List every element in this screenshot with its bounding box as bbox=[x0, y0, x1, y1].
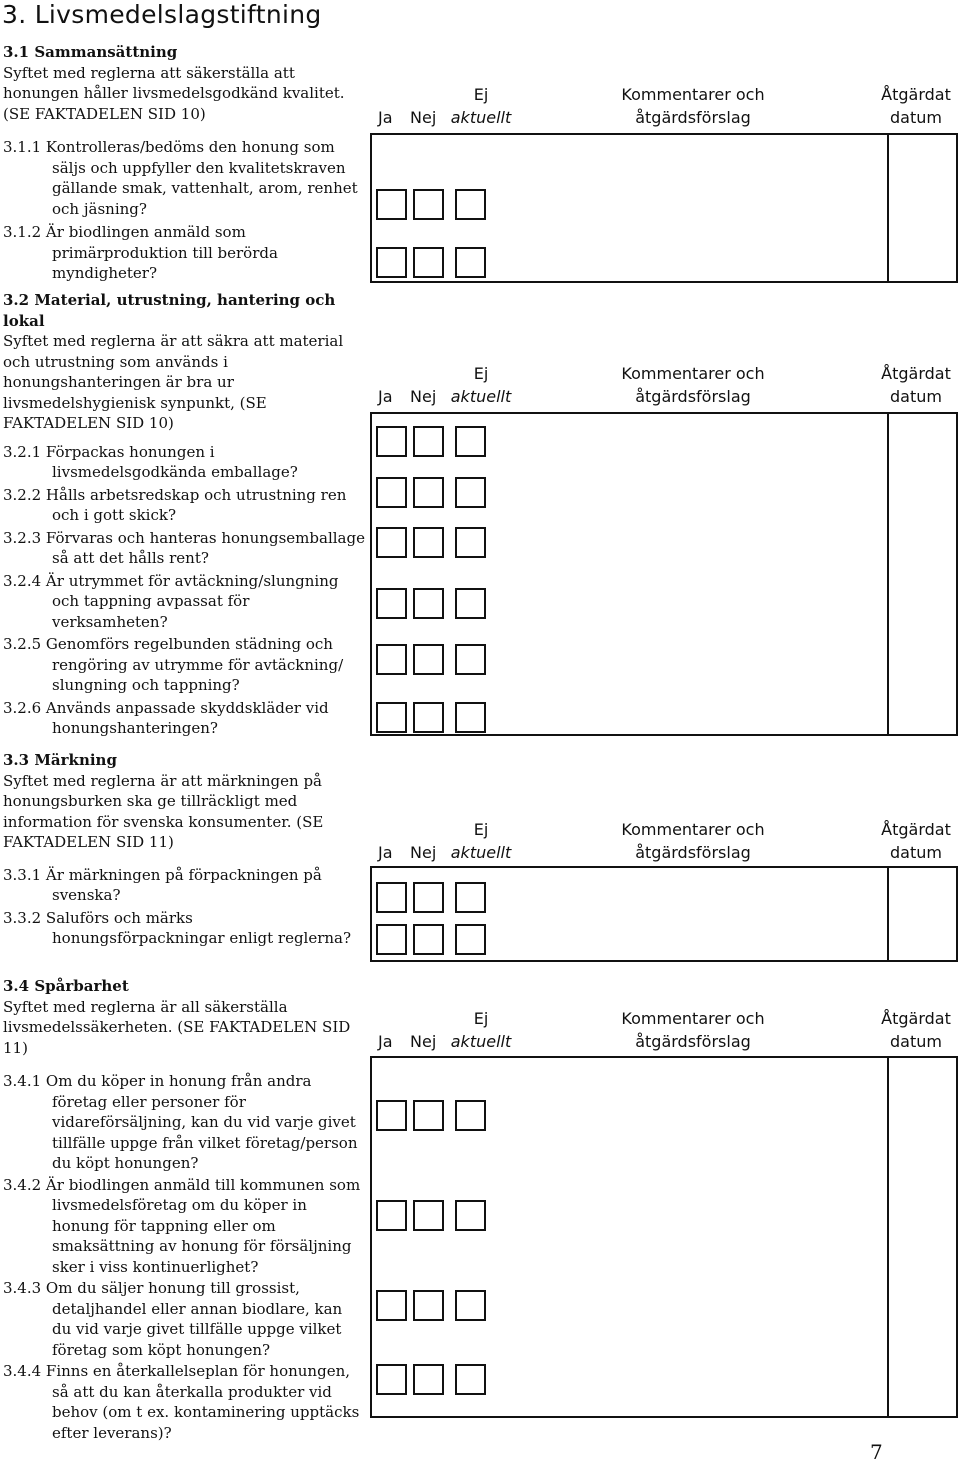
checkbox-3-4-4-nej[interactable] bbox=[413, 1364, 444, 1395]
col-atgardat: Åtgärdat datum bbox=[881, 364, 951, 406]
col-nej: Nej bbox=[410, 1032, 437, 1051]
question-3-1-1: 3.1.1 Kontrolleras/bedöms den honung som säljs och uppfyller den kvalitetskraven gällande smak, vattenhalt, arom, renhet och jäsning? bbox=[3, 138, 358, 218]
checkbox-3-4-2-ej-aktuellt[interactable] bbox=[455, 1200, 486, 1231]
checkbox-3-2-2-ja[interactable] bbox=[376, 477, 407, 508]
checkbox-3-4-1-nej[interactable] bbox=[413, 1100, 444, 1131]
col-kommentarer: Kommentarer och åtgärdsförslag bbox=[621, 85, 765, 127]
checkbox-3-1-1-ej-aktuellt[interactable] bbox=[455, 189, 486, 220]
checkbox-3-4-1-ja[interactable] bbox=[376, 1100, 407, 1131]
checkbox-3-3-2-nej[interactable] bbox=[413, 924, 444, 955]
question-3-2-3: 3.2.3 Förvaras och hanteras honungsemballage så att det hålls rent? bbox=[3, 528, 365, 567]
question-3-1-2: 3.1.2 Är biodlingen anmäld som primärproduktion till berörda myndigheter? bbox=[3, 223, 278, 282]
section-3-2 bbox=[3, 290, 365, 739]
checkbox-3-2-6-nej[interactable] bbox=[413, 702, 444, 733]
question-3-3-1: 3.3.1 Är märkningen på förpackningen på svenska? bbox=[3, 865, 322, 904]
question-3-3-2: 3.3.2 Saluförs och märks honungsförpackningar enligt reglerna? bbox=[3, 908, 352, 947]
checkbox-3-4-1-ej-aktuellt[interactable] bbox=[455, 1100, 486, 1131]
checkbox-3-4-4-ej-aktuellt[interactable] bbox=[455, 1364, 486, 1395]
section-intro: Syftet med reglerna är all säkerställa livsmedelssäkerheten. (SE FAKTADELEN SID 11) bbox=[3, 997, 351, 1057]
section-heading: 3.1 Sammansättning bbox=[3, 43, 178, 61]
checkbox-3-1-1-ja[interactable] bbox=[376, 189, 407, 220]
checkbox-3-1-2-ja[interactable] bbox=[376, 247, 407, 278]
column-divider bbox=[887, 1058, 889, 1416]
checkbox-3-3-2-ja[interactable] bbox=[376, 924, 407, 955]
checkbox-3-2-6-ej-aktuellt[interactable] bbox=[455, 702, 486, 733]
question-3-4-2: 3.4.2 Är biodlingen anmäld till kommunen som livsmedelsföretag om du köper in honung för tappning eller om smaksättning av honung för försäljning sker i viss kontinuerlighet? bbox=[3, 1175, 361, 1276]
answer-grid-3-1 bbox=[370, 133, 958, 283]
checkbox-3-3-1-ej-aktuellt[interactable] bbox=[455, 882, 486, 913]
checkbox-3-4-4-ja[interactable] bbox=[376, 1364, 407, 1395]
col-atgardat: Åtgärdat datum bbox=[881, 85, 951, 127]
checkbox-3-2-5-ja[interactable] bbox=[376, 644, 407, 675]
column-divider bbox=[887, 135, 889, 281]
checkbox-3-1-1-nej[interactable] bbox=[413, 189, 444, 220]
checkbox-3-2-4-nej[interactable] bbox=[413, 588, 444, 619]
answer-grid-3-3 bbox=[370, 866, 958, 962]
checkbox-3-4-2-nej[interactable] bbox=[413, 1200, 444, 1231]
col-nej: Nej bbox=[410, 843, 437, 862]
column-divider bbox=[887, 414, 889, 734]
checkbox-3-3-1-nej[interactable] bbox=[413, 882, 444, 913]
section-3-4 bbox=[3, 976, 365, 1443]
page-number: 7 bbox=[870, 1440, 883, 1464]
checkbox-3-4-3-ej-aktuellt[interactable] bbox=[455, 1290, 486, 1321]
question-3-2-5: 3.2.5 Genomförs regelbunden städning och rengöring av utrymme för avtäckning/ slungning och tappning? bbox=[3, 635, 344, 694]
section-3-3 bbox=[3, 750, 365, 949]
section-heading: 3.3 Märkning bbox=[3, 751, 117, 769]
col-kommentarer: Kommentarer och åtgärdsförslag bbox=[621, 820, 765, 862]
col-ja: Ja bbox=[378, 108, 393, 127]
checkbox-3-2-4-ej-aktuellt[interactable] bbox=[455, 588, 486, 619]
column-header-3-2 bbox=[370, 362, 960, 410]
checkbox-3-4-3-ja[interactable] bbox=[376, 1290, 407, 1321]
col-ej-aktuellt: Ej aktuellt bbox=[450, 820, 512, 862]
col-kommentarer: Kommentarer och åtgärdsförslag bbox=[621, 1009, 765, 1051]
section-intro: Syftet med reglerna är att säkra att material och utrustning som används i honungshanteringen är bra ur livsmedelshygienisk synpunkt, (SE FAKTADELEN SID 10) bbox=[3, 332, 344, 432]
col-ja: Ja bbox=[378, 1032, 393, 1051]
section-heading: 3.4 Spårbarhet bbox=[3, 977, 129, 995]
col-ej-aktuellt: Ej aktuellt bbox=[450, 1009, 512, 1051]
checkbox-3-2-6-ja[interactable] bbox=[376, 702, 407, 733]
checkbox-3-1-2-nej[interactable] bbox=[413, 247, 444, 278]
question-3-4-1: 3.4.1 Om du köper in honung från andra företag eller personer för vidareförsäljning, kan du vid varje givet tillfälle uppge från vilket företag/person du köpt honungen? bbox=[3, 1072, 358, 1172]
page-title: 3. Livsmedelslagstiftning bbox=[2, 0, 322, 29]
section-intro: Syftet med reglerna att säkerställa att honungen håller livsmedelsgodkänd kvalitet. (SE FAKTADELEN SID 10) bbox=[3, 63, 345, 123]
checkbox-3-4-3-nej[interactable] bbox=[413, 1290, 444, 1321]
checkbox-3-3-2-ej-aktuellt[interactable] bbox=[455, 924, 486, 955]
question-3-2-1: 3.2.1 Förpackas honungen i livsmedelsgodkända emballage? bbox=[3, 442, 298, 481]
col-atgardat: Åtgärdat datum bbox=[881, 820, 951, 862]
question-3-4-3: 3.4.3 Om du säljer honung till grossist, detaljhandel eller annan biodlare, kan du vid varje givet tillfälle uppge vilket företag som köpt honungen? bbox=[3, 1279, 343, 1359]
checkbox-3-2-5-ej-aktuellt[interactable] bbox=[455, 644, 486, 675]
question-3-4-4: 3.4.4 Finns en återkallelseplan för honungen, så att du kan återkalla produkter vid behov (om t ex. kontaminering upptäcks efter leverans)? bbox=[3, 1362, 360, 1442]
question-3-2-6: 3.2.6 Används anpassade skyddskläder vid honungshanteringen? bbox=[3, 698, 329, 737]
checkbox-3-2-2-nej[interactable] bbox=[413, 477, 444, 508]
checkbox-3-2-1-ej-aktuellt[interactable] bbox=[455, 426, 486, 457]
section-3-1 bbox=[3, 42, 365, 284]
col-nej: Nej bbox=[410, 387, 437, 406]
checkbox-3-1-2-ej-aktuellt[interactable] bbox=[455, 247, 486, 278]
column-divider bbox=[887, 868, 889, 960]
column-header-3-3 bbox=[370, 818, 960, 866]
section-intro: Syftet med reglerna är att märkningen på honungsburken ska ge tillräckligt med information för svenska konsumenter. (SE FAKTADELEN SID 11) bbox=[3, 771, 324, 851]
checkbox-3-2-3-ej-aktuellt[interactable] bbox=[455, 527, 486, 558]
col-kommentarer: Kommentarer och åtgärdsförslag bbox=[621, 364, 765, 406]
answer-grid-3-4 bbox=[370, 1056, 958, 1418]
checkbox-3-2-3-nej[interactable] bbox=[413, 527, 444, 558]
col-ej-aktuellt: Ej aktuellt bbox=[450, 364, 512, 406]
answer-grid-3-2 bbox=[370, 412, 958, 736]
col-ja: Ja bbox=[378, 843, 393, 862]
checkbox-3-2-4-ja[interactable] bbox=[376, 588, 407, 619]
col-ej-aktuellt: Ej aktuellt bbox=[450, 85, 512, 127]
section-heading: 3.2 Material, utrustning, hantering och lokal bbox=[3, 291, 336, 330]
checkbox-3-2-2-ej-aktuellt[interactable] bbox=[455, 477, 486, 508]
checkbox-3-3-1-ja[interactable] bbox=[376, 882, 407, 913]
checkbox-3-2-3-ja[interactable] bbox=[376, 527, 407, 558]
checkbox-3-2-5-nej[interactable] bbox=[413, 644, 444, 675]
column-header-3-4 bbox=[370, 1007, 960, 1055]
col-atgardat: Åtgärdat datum bbox=[881, 1009, 951, 1051]
question-3-2-4: 3.2.4 Är utrymmet för avtäckning/slungning och tappning avpassat för verksamheten? bbox=[3, 571, 339, 631]
question-3-2-2: 3.2.2 Hålls arbetsredskap och utrustning ren och i gott skick? bbox=[3, 485, 347, 524]
checkbox-3-4-2-ja[interactable] bbox=[376, 1200, 407, 1231]
col-nej: Nej bbox=[410, 108, 437, 127]
col-ja: Ja bbox=[378, 387, 393, 406]
checkbox-3-2-1-ja[interactable] bbox=[376, 426, 407, 457]
checkbox-3-2-1-nej[interactable] bbox=[413, 426, 444, 457]
column-header-3-1 bbox=[370, 83, 960, 131]
